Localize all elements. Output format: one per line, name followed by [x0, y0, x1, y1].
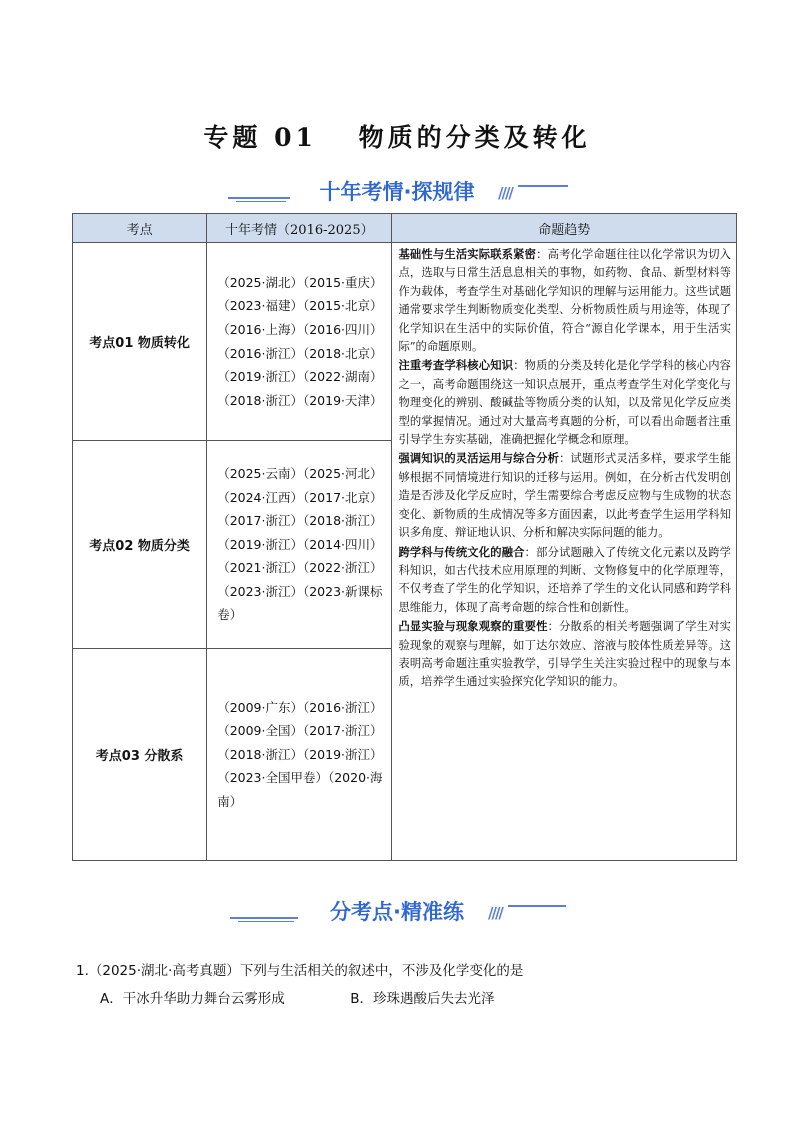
topic-cell: 考点02 物质分类	[73, 441, 207, 649]
table-row	[73, 243, 737, 441]
option-a[interactable]: A．干冰升华助力舞台云雾形成	[100, 991, 285, 1007]
years-cell: （2009·广东）（2016·浙江）（2009·全国）（2017·浙江）（2018·浙江）（2019·浙江）（2023·全国甲卷）（2020·海南）	[207, 649, 392, 861]
banner-line-right	[518, 185, 568, 187]
topic-cell: 考点03 分散系	[73, 649, 207, 861]
question-options	[100, 987, 720, 1007]
page-title: 专题 01 物质的分类及转化	[203, 123, 591, 152]
header-years: 十年考情（2016-2025）	[207, 214, 392, 243]
trend-cell	[392, 243, 737, 861]
section-title: 分考点·精准练	[330, 900, 464, 924]
years-cell: （2025·云南）（2025·河北）（2024·江西）（2017·北京）（2017·浙江）（2018·浙江）（2019·浙江）（2014·四川）（2021·浙江）（2022·浙江）（2023·浙江）（2023·新课标卷）	[207, 441, 392, 649]
trend-paragraph: 跨学科与传统文化的融合：部分试题融入了传统文化元素以及跨学科知识，如古代技术应用原理的判断、文物修复中的化学原理等，不仅考查了学生的化学知识，还培养了学生的文化认同感和跨学科思维能力，体现了高考命题的综合性和创新性。	[398, 544, 731, 614]
banner-line-right	[508, 905, 566, 907]
banner-slashes: ////	[498, 184, 512, 202]
option-b[interactable]: B．珍珠遇酸后失去光泽	[350, 991, 495, 1007]
trend-paragraph: 凸显实验与现象观察的重要性：分散系的相关考题强调了学生对实验现象的观察与理解，如丁达尔效应、溶液与胶体性质差异等。这表明高考命题注重实验教学，引导学生关注实验过程中的现象与本质，培养学生通过实验探究化学知识的能力。	[398, 619, 731, 689]
topic-cell: 考点01 物质转化	[73, 243, 207, 441]
section-banner-practice	[0, 896, 794, 932]
years-cell: （2025·湖北）（2015·重庆）（2023·福建）（2015·北京）（2016·上海）（2016·四川）（2016·浙江）（2018·北京）（2019·浙江）（2022·湖南）（2018·浙江）（2019·天津）	[207, 243, 392, 441]
banner-slashes: ////	[488, 904, 502, 922]
trend-paragraph: 强调知识的灵活运用与综合分析：试题形式灵活多样，要求学生能够根据不同情境进行知识的迁移与运用。例如，在分析古代发明创造是否涉及化学反应时，学生需要综合考虑反应物与生成物的状态变化、新物质的生成情况等多方面因素，以此考查学生运用学科知识多角度、辩证地认识、分析和解决实际问题的能力。	[398, 451, 731, 540]
trend-paragraph: 基础性与生活实际联系紧密：高考化学命题往往以化学常识为切入点，选取与日常生活息息相关的事物，如药物、食品、新型材料等作为载体，考查学生对基础化学知识的理解与运用能力。这些试题通常要求学生判断物质变化类型、分析物质性质与用途等，体现了化学知识在生活中的实际价值，符合“源自化学课本，用于生活实际”的命题原则。	[398, 247, 731, 354]
exam-overview-table	[72, 213, 737, 861]
question-stem: 1.（2025·湖北·高考真题）下列与生活相关的叙述中，不涉及化学变化的是	[76, 963, 524, 979]
header-trend: 命题趋势	[392, 214, 737, 243]
section-banner-history	[0, 176, 794, 212]
section-title: 十年考情·探规律	[319, 180, 475, 204]
header-topic: 考点	[73, 214, 207, 243]
table-header-row	[73, 214, 737, 243]
trend-paragraph: 注重考查学科核心知识：物质的分类及转化是化学学科的核心内容之一，高考命题围绕这一知识点展开，重点考查学生对化学变化与物理变化的辨别、酸碱盐等物质分类的认知，以及常见化学反应类型的掌握情况。通过对大量高考真题的分析，可以看出命题者注重引导学生夯实基础，准确把握化学概念和原理。	[398, 358, 731, 447]
